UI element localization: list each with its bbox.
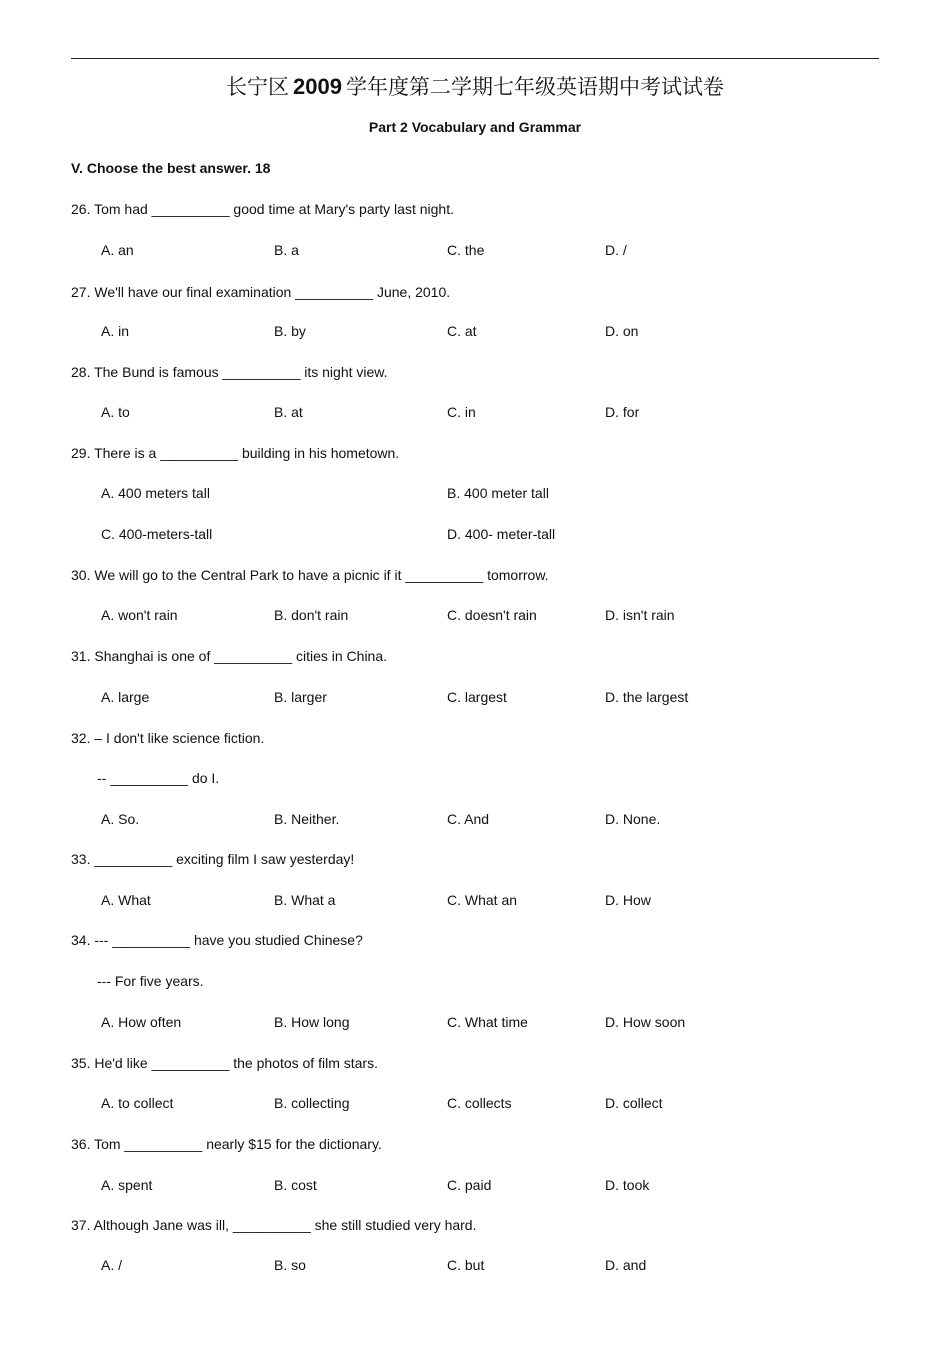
option-36-c: C. paid xyxy=(447,1177,492,1193)
option-26-d: D. / xyxy=(605,242,627,258)
option-37-d: D. and xyxy=(605,1257,647,1273)
option-30-a: A. won't rain xyxy=(101,607,178,623)
option-35-d: D. collect xyxy=(605,1095,663,1111)
option-33-d: D. How xyxy=(605,892,651,908)
option-35-a: A. to collect xyxy=(101,1095,174,1111)
question-30: 30. We will go to the Central Park to have a picnic if it __________ tomorrow. xyxy=(71,567,549,583)
title-rest: 学年度第二学期七年级英语期中考试试卷 xyxy=(345,75,724,99)
option-27-d: D. on xyxy=(605,323,639,339)
question-31: 31. Shanghai is one of __________ cities in China. xyxy=(71,648,388,664)
option-34-a: A. How often xyxy=(101,1014,182,1030)
option-29-d: D. 400- meter-tall xyxy=(447,526,556,542)
option-36-a: A. spent xyxy=(101,1177,153,1193)
option-37-a: A. / xyxy=(101,1257,123,1273)
question-32: 32. – I don't like science fiction. xyxy=(71,730,265,746)
question-26: 26. Tom had __________ good time at Mary's party last night. xyxy=(71,201,454,217)
question-27: 27. We'll have our final examination __________ June, 2010. xyxy=(71,284,451,300)
option-28-b: B. at xyxy=(274,404,303,420)
option-31-c: C. largest xyxy=(447,689,507,705)
option-33-c: C. What an xyxy=(447,892,518,908)
option-26-a: A. an xyxy=(101,242,134,258)
question-36: 36. Tom __________ nearly $15 for the dictionary. xyxy=(71,1136,382,1152)
option-29-b: B. 400 meter tall xyxy=(447,485,549,501)
option-27-b: B. by xyxy=(274,323,306,339)
option-27-c: C. at xyxy=(447,323,477,339)
section-heading: V. Choose the best answer. 18 xyxy=(71,160,271,176)
exam-title xyxy=(0,72,950,102)
option-26-b: B. a xyxy=(274,242,299,258)
question-33: 33. __________ exciting film I saw yesterday! xyxy=(71,851,355,867)
option-30-b: B. don't rain xyxy=(274,607,349,623)
option-32-a: A. So. xyxy=(101,811,140,827)
option-32-d: D. None. xyxy=(605,811,661,827)
option-30-d: D. isn't rain xyxy=(605,607,675,623)
option-29-a: A. 400 meters tall xyxy=(101,485,210,501)
option-33-a: A. What xyxy=(101,892,151,908)
option-31-a: A. large xyxy=(101,689,150,705)
option-32-b: B. Neither. xyxy=(274,811,340,827)
question-32-reply: -- __________ do I. xyxy=(97,770,220,786)
option-35-b: B. collecting xyxy=(274,1095,350,1111)
question-37: 37. Although Jane was ill, __________ she still studied very hard. xyxy=(71,1217,477,1233)
option-34-d: D. How soon xyxy=(605,1014,686,1030)
question-35: 35. He'd like __________ the photos of film stars. xyxy=(71,1055,378,1071)
option-30-c: C. doesn't rain xyxy=(447,607,537,623)
top-rule xyxy=(71,58,879,59)
option-27-a: A. in xyxy=(101,323,130,339)
option-28-d: D. for xyxy=(605,404,640,420)
option-31-d: D. the largest xyxy=(605,689,689,705)
option-33-b: B. What a xyxy=(274,892,336,908)
option-31-b: B. larger xyxy=(274,689,327,705)
option-28-a: A. to xyxy=(101,404,130,420)
option-34-b: B. How long xyxy=(274,1014,350,1030)
question-34-reply: --- For five years. xyxy=(97,973,204,989)
option-37-b: B. so xyxy=(274,1257,306,1273)
option-36-d: D. took xyxy=(605,1177,650,1193)
option-34-c: C. What time xyxy=(447,1014,528,1030)
part-heading: Part 2 Vocabulary and Grammar xyxy=(368,119,582,135)
question-29: 29. There is a __________ building in his hometown. xyxy=(71,445,400,461)
option-36-b: B. cost xyxy=(274,1177,317,1193)
question-28: 28. The Bund is famous __________ its night view. xyxy=(71,364,388,380)
title-year: 2009 xyxy=(293,74,342,99)
question-34: 34. --- __________ have you studied Chinese? xyxy=(71,932,363,948)
option-32-c: C. And xyxy=(447,811,490,827)
option-29-c: C. 400-meters-tall xyxy=(101,526,213,542)
option-26-c: C. the xyxy=(447,242,485,258)
option-35-c: C. collects xyxy=(447,1095,512,1111)
option-28-c: C. in xyxy=(447,404,476,420)
option-37-c: C. but xyxy=(447,1257,485,1273)
title-district: 长宁区 xyxy=(226,75,290,99)
